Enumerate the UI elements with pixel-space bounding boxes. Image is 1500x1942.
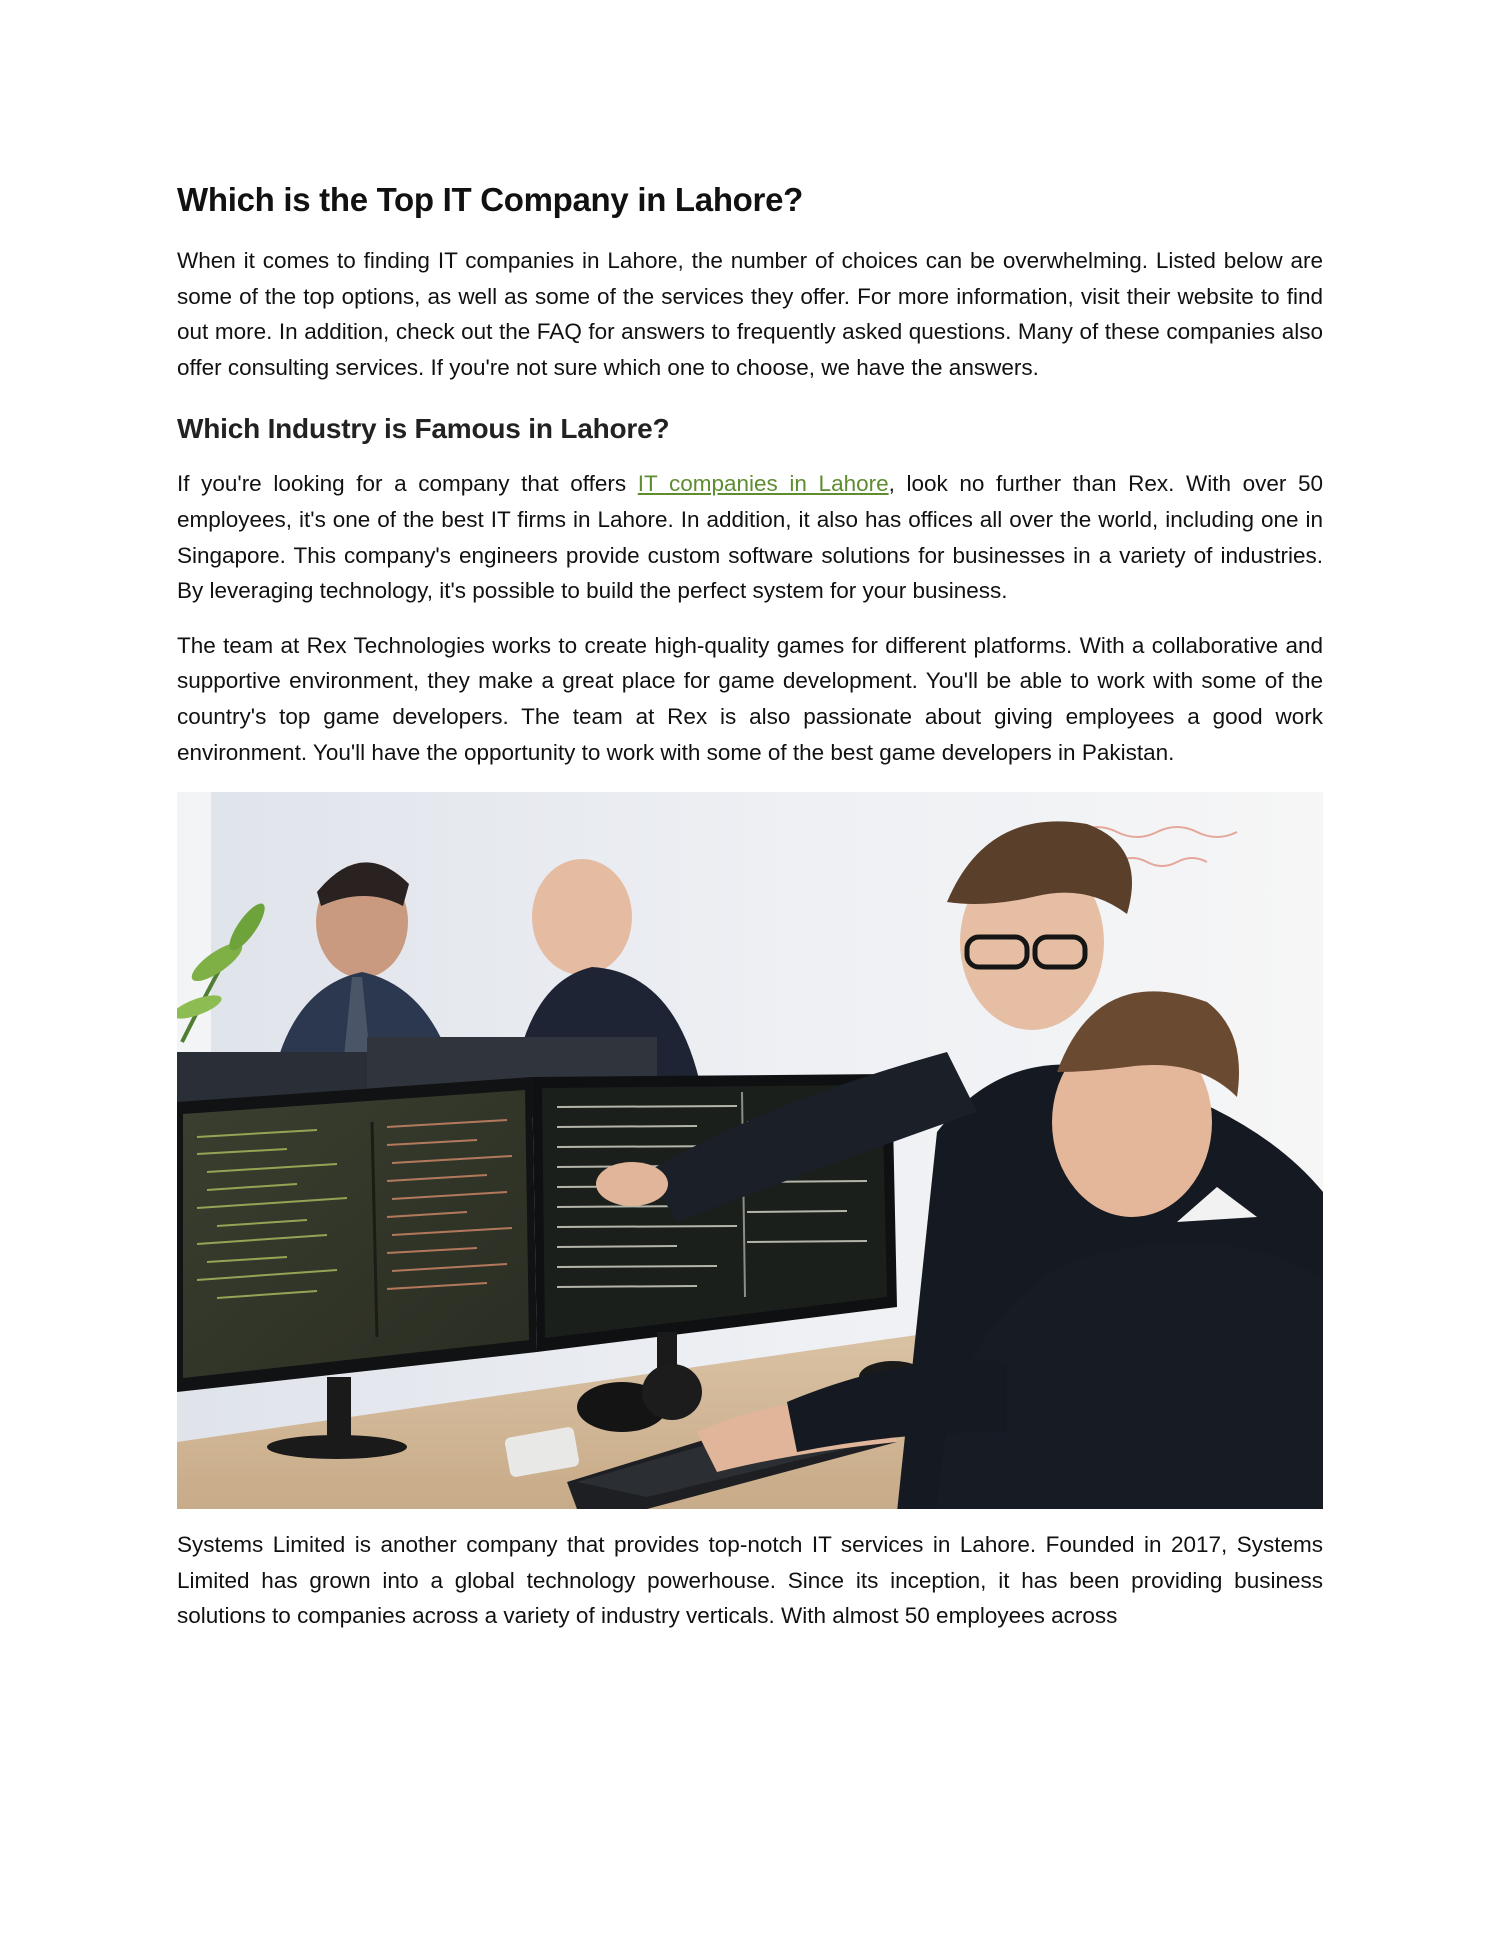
rex-paragraph-end: , look no further than Rex. With over 50 employees, it's one of the best IT firms in Lahore. In addition, it also has offices all over the world, including one in Singapore. This company's engineers provide custom software solutions for businesses in a variety of industries. By leveraging technology, it's possible to build the perfect system for your business. <box>177 471 1323 604</box>
page-title: Which is the Top IT Company in Lahore? <box>177 181 803 218</box>
intro-paragraph: When it comes to finding IT companies in Lahore, the number of choices can be overwhelming. Listed below are some of the top options, as well as some of the services they offer. For more information, visit their website to find out more. In addition, check out the FAQ for answers to frequently asked questions. Many of these companies also offer consulting services. If you're not sure which one to choose, we have the answers. <box>177 248 1323 380</box>
section-heading: Which Industry is Famous in Lahore? <box>177 413 670 445</box>
rex-paragraph-start: If you're looking for a company that offers <box>177 471 638 497</box>
article-body <box>177 176 1323 1634</box>
it-companies-lahore-link[interactable]: IT companies in Lahore <box>637 471 889 497</box>
systems-limited-paragraph: Systems Limited is another company that provides top-notch IT services in Lahore. Founded in 2017, Systems Limited has grown into a global technology powerhouse. Since its inception, it has been providing business solutions to companies across a variety of industry verticals. With almost 50 employees across <box>177 1532 1323 1629</box>
rex-paragraph <box>177 466 1323 608</box>
office-developers-photo <box>177 792 1323 1509</box>
games-paragraph: The team at Rex Technologies works to create high-quality games for different platforms. With a collaborative and supportive environment, they make a great place for game development. You'll be able to work with some of the country's top game developers. The team at Rex is also passionate about giving employees a good work environment. You'll have the opportunity to work with some of the best game developers in Pakistan. <box>177 632 1323 765</box>
